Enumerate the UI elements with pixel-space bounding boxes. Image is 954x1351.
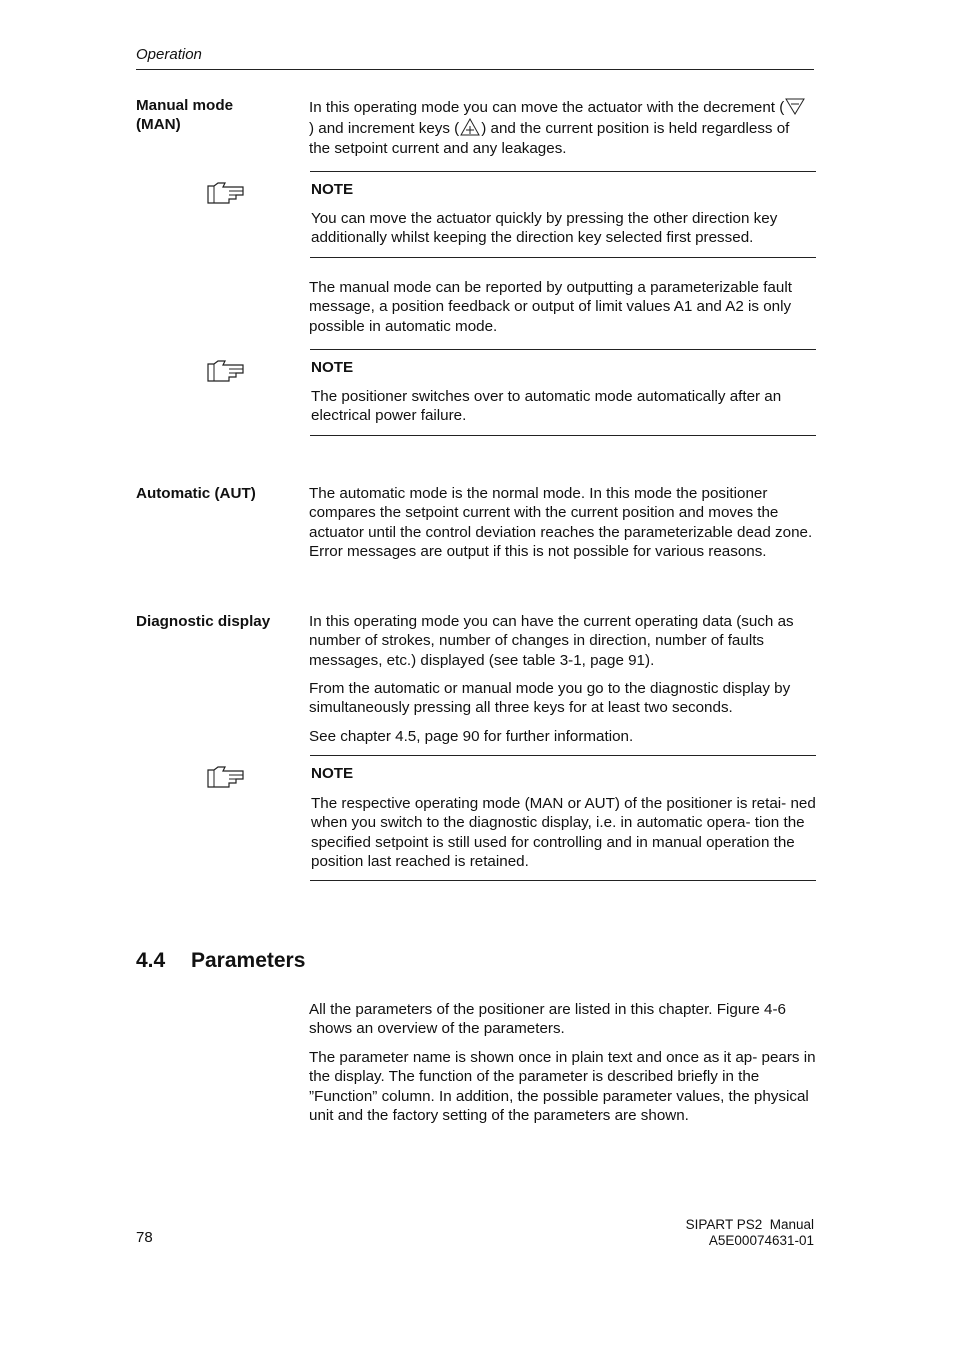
note2-title: NOTE [311,359,354,376]
diagnostic-paragraph3: See chapter 4.5, page 90 for further information. [309,728,634,745]
manual-mode-paragraph2: The manual mode can be reported by outputting a parameterizable fault message, a position feedback or output of limit values A1 and A2 is only possible in automatic mode. [309,279,792,335]
manual-mode-label-line1: Manual mode [136,97,234,114]
automatic-label: Automatic (AUT) [136,485,256,502]
manual-mode-text-part2: ) and increment keys ( [309,120,460,138]
footer-doc-info [600,1217,814,1248]
section-number: 4.4 [136,949,166,972]
note3-text: The respective operating mode (MAN or AUT) of the positioner is retai- ned when you switch to the diagnostic display, i.e. in automatic opera- tion the specified setpoint is still used for controlling and in manual operation the position last reached is retained. [311,795,816,871]
manual-mode-text [309,96,809,158]
pointing-hand-icon [205,181,245,205]
note1-text: You can move the actuator quickly by pressing the other direction key additionally whilst keeping the direction key selected first pressed. [311,210,778,247]
note3-bottom-rule [310,880,816,881]
manual-mode-label [136,96,233,135]
increment-key-icon [459,117,481,137]
diagnostic-paragraph1: In this operating mode you can have the current operating data (such as number of strokes, number of changes in direction, number of faults messages, etc.) displayed (see table 3-1, page 91). [309,613,794,669]
section-title: Parameters [191,949,306,972]
section-heading [136,949,305,973]
note1-bottom-rule [310,257,816,258]
note3-top-rule [310,755,816,756]
note2-top-rule [310,349,816,350]
manual-mode-text-part3: ) and the current position is held regardless of the setpoint current and any leakages. [309,120,790,157]
section-paragraph1: All the parameters of the positioner are listed in this chapter. Figure 4-6 shows an overview of the parameters. [309,1001,786,1038]
header-divider [136,69,814,70]
page-number: 78 [136,1229,153,1246]
note2-text: The positioner switches over to automatic mode automatically after an electrical power failure. [311,388,782,425]
note3-title: NOTE [311,765,354,782]
note1-title: NOTE [311,181,354,198]
note2-bottom-rule [310,435,816,436]
manual-mode-label-line2: (MAN) [136,116,181,134]
pointing-hand-icon [205,359,245,383]
manual-mode-text-part1: In this operating mode you can move the actuator with the decrement ( [309,99,785,116]
manual-title: SIPART PS2 Manual [685,1217,814,1232]
pointing-hand-icon [205,765,245,789]
section-paragraph2: The parameter name is shown once in plain text and once as it ap- pears in the display. The function of the parameter is described briefly in the ”Function” column. In addition, the possible parameter values, the physical unit and the factory setting of the parameters are shown. [309,1049,816,1125]
note1-top-rule [310,171,816,172]
running-header: Operation [136,46,202,63]
document-number: A5E00074631-01 [708,1232,814,1248]
diagnostic-label: Diagnostic display [136,613,271,630]
diagnostic-paragraph2: From the automatic or manual mode you go to the diagnostic display by simultaneously pressing all three keys for at least two seconds. [309,680,791,717]
automatic-text: The automatic mode is the normal mode. In this mode the positioner compares the setpoint current with the current position and moves the actuator until the control deviation reaches the parameterizable dead zone. Error messages are output if this is not possible for various reasons. [309,485,813,561]
decrement-key-icon [784,96,806,116]
